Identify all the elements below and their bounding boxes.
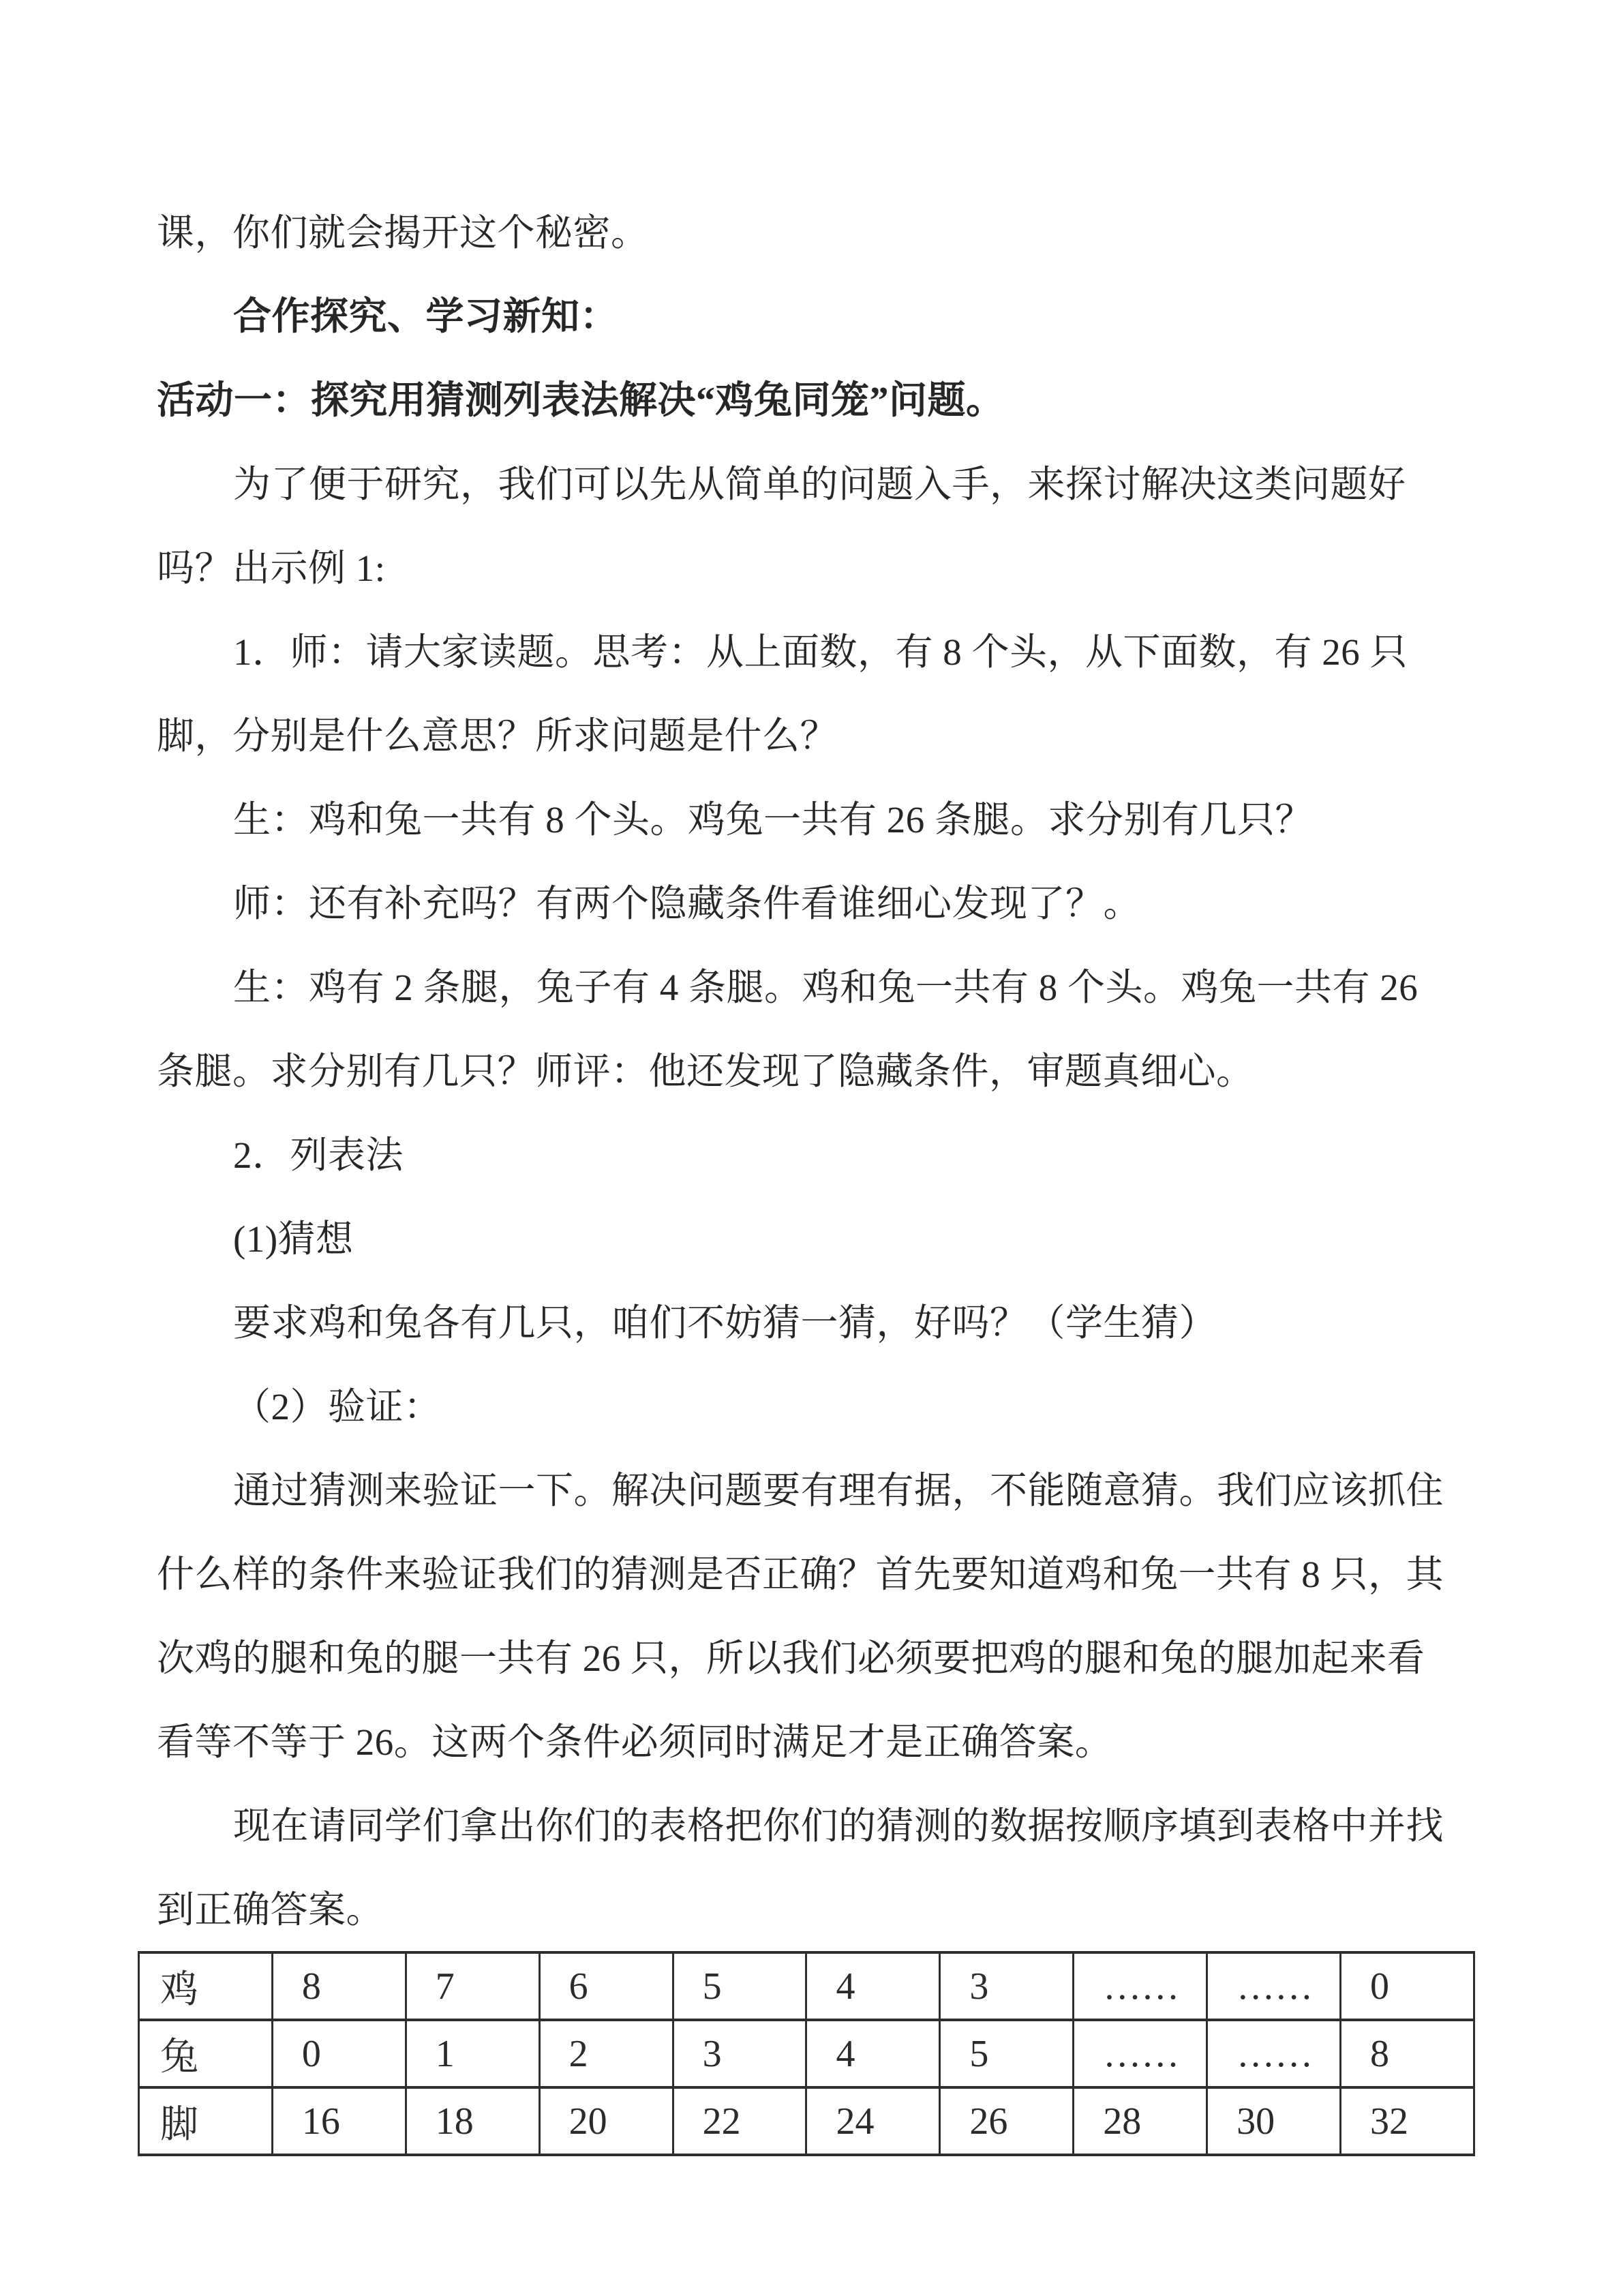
table-cell: 22 <box>673 2087 806 2155</box>
table-cell: 0 <box>1341 1952 1474 2020</box>
table-cell: 8 <box>1341 2020 1474 2087</box>
table-cell: 4 <box>806 2020 940 2087</box>
text-block <box>157 187 1479 1948</box>
text-line: 通过猜测来验证一下。解决问题要有理有据，不能随意猜。我们应该抓住 <box>233 1470 1444 1511</box>
table-cell: 2 <box>539 2020 673 2087</box>
table-cell: 4 <box>806 1952 940 2020</box>
table-cell: …… <box>1074 1952 1207 2020</box>
text-line: 现在请同学们拿出你们的表格把你们的猜测的数据按顺序填到表格中并找 <box>233 1805 1444 1847</box>
table-cell: 0 <box>272 2020 406 2087</box>
text-line: 脚，分别是什么意思？所求问题是什么？ <box>157 715 838 757</box>
table-row <box>139 1952 1474 2020</box>
table-cell: …… <box>1207 2020 1341 2087</box>
table-row <box>139 2020 1474 2087</box>
table-cell: 5 <box>940 2020 1074 2087</box>
text-line: 生：鸡和兔一共有 8 个头。鸡兔一共有 26 条腿。求分别有几只？ <box>233 799 1314 841</box>
text-line: 为了便于研究，我们可以先从简单的问题入手，来探讨解决这类问题好 <box>233 464 1406 505</box>
table-cell: 16 <box>272 2087 406 2155</box>
table-cell: 3 <box>673 2020 806 2087</box>
text-line: 2．列表法 <box>233 1134 404 1176</box>
table-cell: 28 <box>1074 2087 1207 2155</box>
text-line: 条腿。求分别有几只？师评：他还发现了隐藏条件，审题真细心。 <box>157 1051 1254 1092</box>
table-cell: 5 <box>673 1952 806 2020</box>
text-line: 师：还有补充吗？有两个隐藏条件看谁细心发现了？。 <box>233 883 1142 924</box>
text-line: 吗？出示例 1: <box>157 547 386 589</box>
table-cell: 6 <box>539 1952 673 2020</box>
table-cell: …… <box>1074 2020 1207 2087</box>
text-line: 1．师：请大家读题。思考：从上面数，有 8 个头，从下面数，有 26 只 <box>233 631 1408 673</box>
text-line: （2）验证： <box>233 1386 442 1428</box>
text-line: (1)猜想 <box>233 1218 354 1260</box>
table-cell: 18 <box>406 2087 539 2155</box>
row-label-cell: 脚 <box>139 2087 273 2155</box>
table-cell: 7 <box>406 1952 539 2020</box>
text-line: 次鸡的腿和兔的腿一共有 26 只，所以我们必须要把鸡的腿和兔的腿加起来看 <box>157 1637 1425 1679</box>
text-line: 什么样的条件来验证我们的猜测是否正确？首先要知道鸡和兔一共有 8 只，其 <box>157 1554 1444 1595</box>
table-cell: 8 <box>272 1952 406 2020</box>
table-cell: 1 <box>406 2020 539 2087</box>
table-row <box>139 2087 1474 2155</box>
table-cell: 26 <box>940 2087 1074 2155</box>
heading-line: 合作探究、学习新知： <box>233 295 618 338</box>
text-line: 课，你们就会揭开这个秘密。 <box>157 212 649 254</box>
text-line: 到正确答案。 <box>157 1889 384 1931</box>
row-label-cell: 兔 <box>139 2020 273 2087</box>
text-line: 要求鸡和兔各有几只，咱们不妨猜一猜，好吗？（学生猜） <box>233 1302 1217 1344</box>
heading-line: 活动一：探究用猜测列表法解决“鸡兔同笼”问题。 <box>157 379 1005 422</box>
row-label-cell: 鸡 <box>139 1952 273 2020</box>
text-line: 看等不等于 26。这两个条件必须同时满足才是正确答案。 <box>157 1721 1113 1763</box>
table-cell: 32 <box>1341 2087 1474 2155</box>
table-cell: …… <box>1207 1952 1341 2020</box>
text-line: 生：鸡有 2 条腿，兔子有 4 条腿。鸡和兔一共有 8 个头。鸡兔一共有 26 <box>233 967 1419 1008</box>
table-cell: 20 <box>539 2087 673 2155</box>
guess-table <box>138 1951 1475 2156</box>
table-cell: 24 <box>806 2087 940 2155</box>
table-cell: 3 <box>940 1952 1074 2020</box>
table-cell: 30 <box>1207 2087 1341 2155</box>
